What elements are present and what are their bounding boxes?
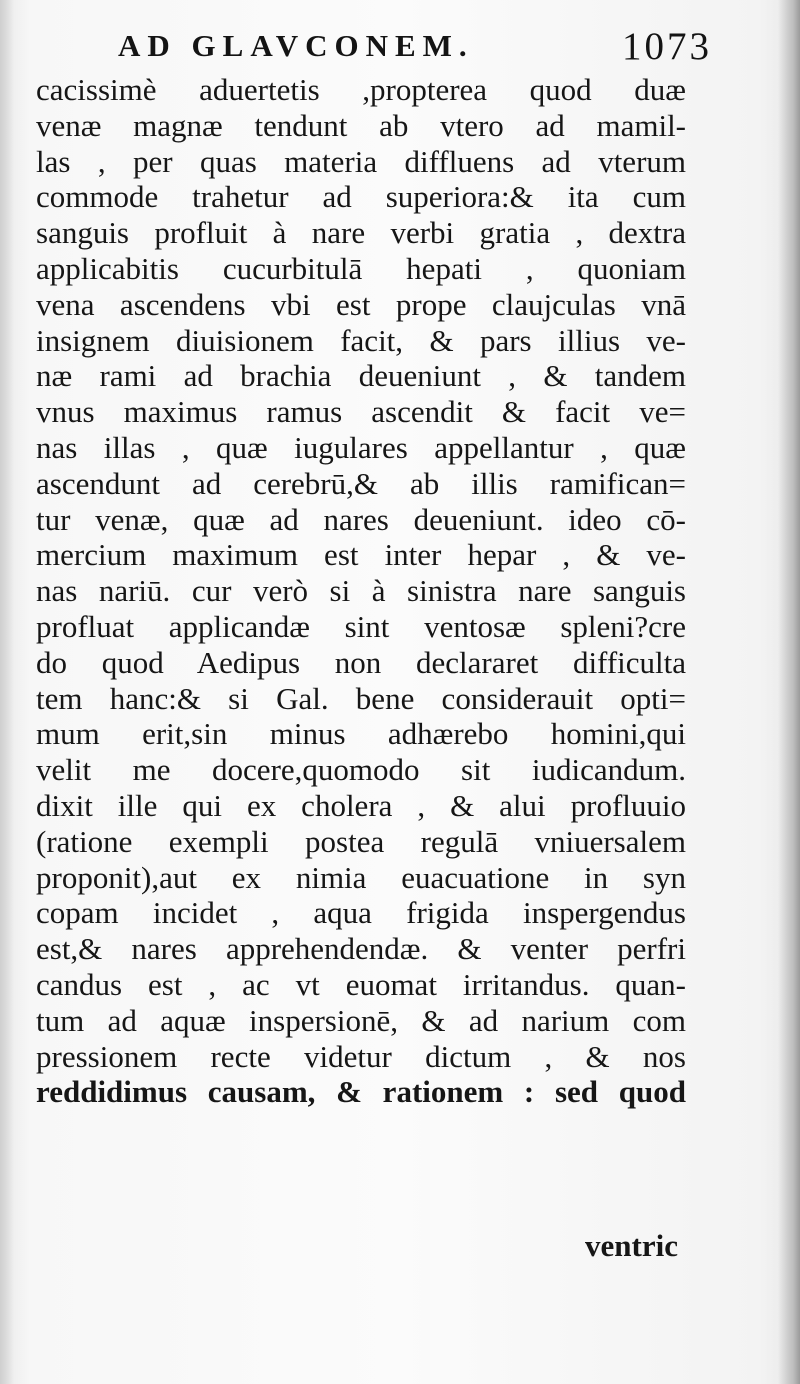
text-line: nas nariū. cur verò si à sinistra nare sanguis [36, 573, 686, 609]
text-line: mum erit,sin minus adhærebo homini,qui [36, 716, 686, 752]
text-line: las , per quas materia diffluens ad vterum [36, 143, 686, 179]
text-line: (ratione exempli postea regulā vniuersalem [36, 823, 686, 859]
text-line: do quod Aedipus non declararet difficulta [36, 644, 686, 680]
text-line: venæ magnæ tendunt ab vtero ad mamil- [36, 107, 686, 143]
text-block [36, 72, 686, 1110]
text-line: profluat applicandæ sint ventosæ spleni?cre [36, 608, 686, 644]
text-line: est,& nares apprehendendæ. & venter perfri [36, 931, 686, 967]
text-line: vena ascendens vbi est prope claujculas vnā [36, 286, 686, 322]
text-line: reddidimus causam, & rationem : sed quod [36, 1074, 686, 1110]
text-line: pressionem recte videtur dictum , & nos [36, 1038, 686, 1074]
text-line: tur venæ, quæ ad nares deueniunt. ideo cō- [36, 501, 686, 537]
text-line: commode trahetur ad superiora:& ita cum [36, 179, 686, 215]
text-line: tem hanc:& si Gal. bene considerauit opti= [36, 680, 686, 716]
text-line: proponit),aut ex nimia euacuatione in syn [36, 859, 686, 895]
page-number: 1073 [622, 25, 712, 68]
text-line: applicabitis cucurbitulā hepati , quoniam [36, 250, 686, 286]
text-line: copam incidet , aqua frigida inspergendus [36, 895, 686, 931]
text-line: nas illas , quæ iugulares appellantur , quæ [36, 429, 686, 465]
text-line: sanguis profluit à nare verbi gratia , dextra [36, 215, 686, 251]
text-line: tum ad aquæ inspersionē, & ad narium com [36, 1002, 686, 1038]
text-line: mercium maximum est inter hepar , & ve- [36, 537, 686, 573]
catchword: ventric [585, 1228, 678, 1263]
text-line: ascendunt ad cerebrū,& ab illis ramifican= [36, 465, 686, 501]
running-head: AD GLAVCONEM. [118, 28, 474, 63]
text-line: cacissimè aduertetis ,propterea quod duæ [36, 72, 686, 107]
text-line: candus est , ac vt euomat irritandus. quan- [36, 966, 686, 1002]
text-line: velit me docere,quomodo sit iudicandum. [36, 752, 686, 788]
page-header [0, 25, 800, 78]
text-line: næ rami ad brachia deueniunt , & tandem [36, 358, 686, 394]
text-line: dixit ille qui ex cholera , & alui profluuio [36, 787, 686, 823]
text-line: insignem diuisionem facit, & pars illius ve- [36, 322, 686, 358]
gutter-shadow [0, 0, 14, 1384]
text-line: vnus maximus ramus ascendit & facit ve= [36, 394, 686, 430]
page-edge [778, 0, 800, 1384]
